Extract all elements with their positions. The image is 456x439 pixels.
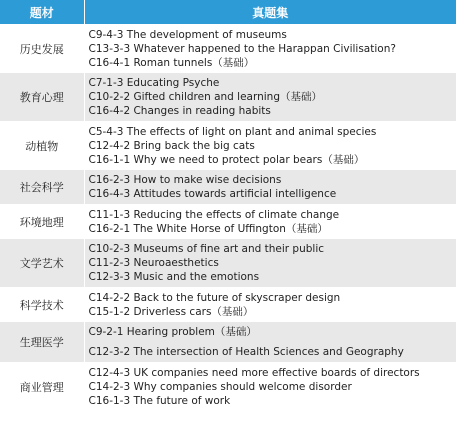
paper-item: C13-3-3 Whatever happened to the Harappan Civilisation? xyxy=(88,43,396,55)
paper-item: C16-2-3 How to make wise decisions xyxy=(88,174,282,186)
table-row xyxy=(0,363,456,412)
paper-item: C16-2-1 The White Horse of Uffington（基础） xyxy=(88,223,328,235)
paper-item: C5-4-3 The effects of light on plant and animal species xyxy=(88,126,377,138)
paper-item: C11-2-3 Neuroaesthetics xyxy=(88,257,219,269)
table-row xyxy=(0,122,456,171)
category-cell: 教育心理 xyxy=(0,73,84,122)
table-row xyxy=(0,288,456,323)
items-cell xyxy=(84,170,456,205)
paper-item: C7-1-3 Educating Psyche xyxy=(88,77,220,89)
items-cell xyxy=(84,25,456,74)
table-row xyxy=(0,205,456,240)
table-row xyxy=(0,239,456,288)
table-row xyxy=(0,73,456,122)
paper-item: C16-1-3 The future of work xyxy=(88,395,231,407)
paper-item: C12-3-3 Music and the emotions xyxy=(88,271,260,283)
paper-item: C14-2-3 Why companies should welcome disorder xyxy=(88,381,352,393)
category-cell: 社会科学 xyxy=(0,170,84,205)
category-cell: 科学技术 xyxy=(0,288,84,323)
items-cell xyxy=(84,288,456,323)
category-cell: 环境地理 xyxy=(0,205,84,240)
table-row xyxy=(0,322,456,342)
paper-item: C9-2-1 Hearing problem（基础） xyxy=(88,326,257,338)
paper-item: C10-2-3 Museums of fine art and their public xyxy=(88,243,325,255)
paper-item: C12-4-2 Bring back the big cats xyxy=(88,140,255,152)
paper-item: C12-3-2 The intersection of Health Sciences and Geography xyxy=(88,346,404,358)
table-row xyxy=(0,25,456,74)
items-cell xyxy=(84,73,456,122)
category-cell: 商业管理 xyxy=(0,363,84,412)
paper-item: C16-4-1 Roman tunnels（基础） xyxy=(88,57,255,69)
table-row xyxy=(0,170,456,205)
paper-item: C16-4-3 Attitudes towards artificial intelligence xyxy=(88,188,337,200)
items-cell xyxy=(84,322,456,342)
category-cell: 文学艺术 xyxy=(0,239,84,288)
paper-item: C9-4-3 The development of museums xyxy=(88,29,287,41)
paper-item: C10-2-2 Gifted children and learning（基础） xyxy=(88,91,323,103)
items-cell xyxy=(84,239,456,288)
header-category: 题材 xyxy=(0,0,84,25)
category-cell: 生理医学 xyxy=(0,322,84,363)
header-papers: 真题集 xyxy=(84,0,456,25)
paper-item: C16-1-1 Why we need to protect polar bears（基础） xyxy=(88,154,365,166)
table-header xyxy=(0,0,456,25)
category-cell: 动植物 xyxy=(0,122,84,171)
paper-item: C14-2-2 Back to the future of skyscraper design xyxy=(88,292,341,304)
items-cell xyxy=(84,122,456,171)
paper-item: C16-4-2 Changes in reading habits xyxy=(88,105,271,117)
paper-item: C11-1-3 Reducing the effects of climate change xyxy=(88,209,340,221)
items-cell xyxy=(84,363,456,412)
paper-item: C12-4-3 UK companies need more effective boards of directors xyxy=(88,367,420,379)
category-cell: 历史发展 xyxy=(0,25,84,74)
items-cell xyxy=(84,205,456,240)
paper-item: C15-1-2 Driverless cars（基础） xyxy=(88,306,254,318)
items-cell xyxy=(84,342,456,363)
